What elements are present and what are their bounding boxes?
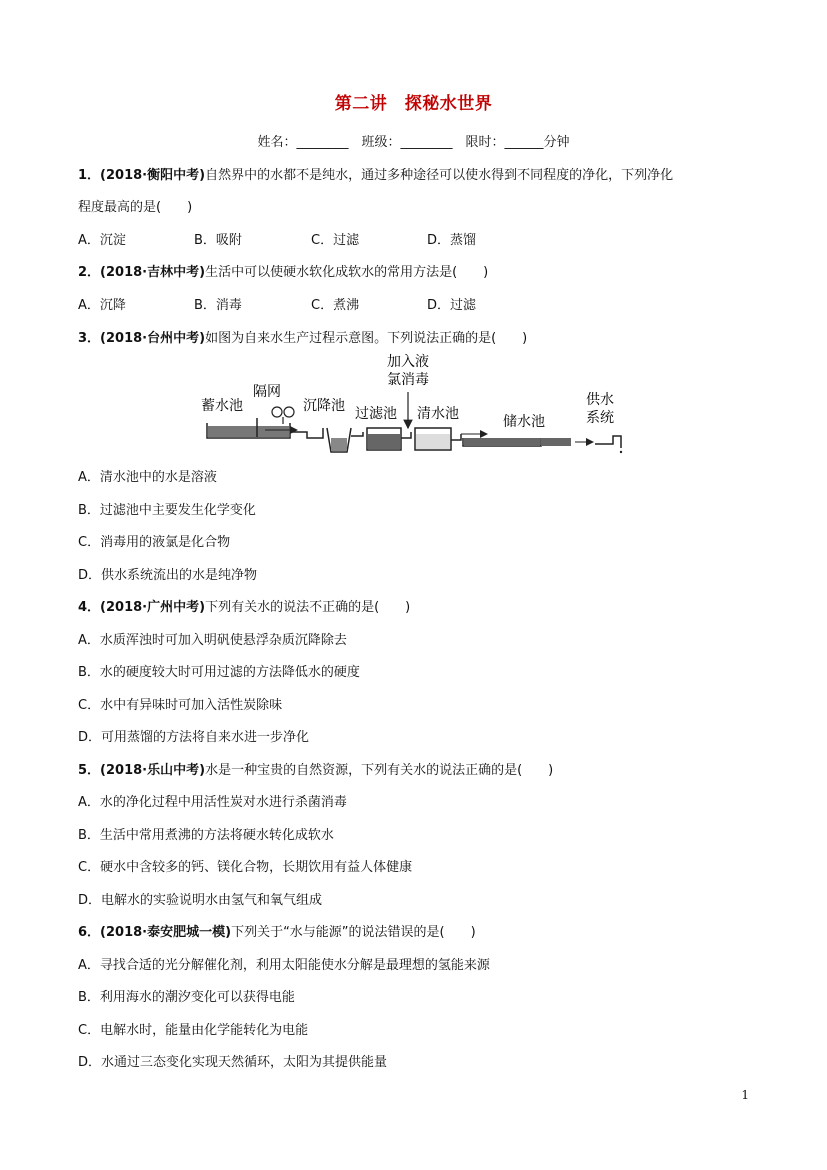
settling-tank	[327, 428, 351, 452]
q1-option-b: B．吸附	[194, 233, 242, 248]
question-3-number: 3．	[78, 331, 101, 346]
question-6-text: 下列关于“水与能源”的说法错误的是( )	[231, 925, 476, 940]
water-treatment-diagram	[195, 348, 645, 456]
label-clear-water: 清水池	[417, 406, 459, 422]
question-1-number: 1．	[78, 168, 101, 183]
question-6-source: (2018·泰安肥城一模)	[100, 925, 232, 940]
question-4-number: 4．	[78, 600, 101, 615]
label-storage: 储水池	[503, 414, 545, 430]
q1-option-a: A．沉淀	[78, 233, 126, 248]
q1-option-c: C．过滤	[311, 233, 360, 248]
label-supply-2: 系统	[586, 410, 614, 426]
question-6	[78, 921, 476, 940]
storage-tank	[463, 438, 541, 446]
label-screen: 隔网	[253, 384, 281, 400]
q3-option-a: A．清水池中的水是溶液	[78, 470, 217, 485]
question-4-text: 下列有关水的说法不正确的是( )	[205, 600, 411, 615]
question-4	[78, 596, 410, 615]
question-5	[78, 759, 553, 778]
question-4-source: (2018·广州中考)	[100, 600, 206, 615]
q3-option-b: B．过滤池中主要发生化学变化	[78, 503, 256, 518]
student-info-line: 姓名：________ 班级：________ 限时：______分钟	[257, 135, 570, 150]
faucet-icon	[595, 436, 622, 453]
question-3-text: 如图为自来水生产过程示意图。下列说法正确的是( )	[205, 331, 528, 346]
label-add-liquid: 加入液	[387, 354, 429, 370]
q4-option-c: C．水中有异味时可加入活性炭除味	[78, 698, 283, 713]
q4-option-a: A．水质浑浊时可加入明矾使悬浮杂质沉降除去	[78, 633, 347, 648]
label-chlorine: 氯消毒	[387, 372, 429, 388]
q6-option-c: C．电解水时，能量由化学能转化为电能	[78, 1023, 309, 1038]
question-1-text-cont: 程度最高的是( )	[78, 200, 193, 215]
pump-icon	[272, 407, 294, 424]
q1-option-d: D．蒸馏	[427, 233, 477, 248]
q6-option-d: D．水通过三态变化实现天然循环，太阳为其提供能量	[78, 1055, 388, 1070]
q5-option-c: C．硬水中含较多的钙、镁化合物，长期饮用有益人体健康	[78, 860, 413, 875]
question-6-number: 6．	[78, 925, 101, 940]
question-5-source: (2018·乐山中考)	[100, 763, 206, 778]
page-title: 第二讲 探秘水世界	[334, 94, 493, 114]
q3-option-d: D．供水系统流出的水是纯净物	[78, 568, 258, 583]
q5-option-b: B．生活中常用煮沸的方法将硬水转化成软水	[78, 828, 334, 843]
question-5-text: 水是一种宝贵的自然资源，下列有关水的说法正确的是( )	[205, 763, 554, 778]
question-1-source: (2018·衡阳中考)	[100, 168, 206, 183]
question-3	[78, 327, 527, 346]
label-filter: 过滤池	[355, 406, 397, 422]
question-2-number: 2．	[78, 265, 101, 280]
question-1-text: 自然界中的水都不是纯水，通过多种途径可以使水得到不同程度的净化，下列净化	[205, 168, 674, 183]
page-number: 1	[741, 1088, 749, 1102]
q6-option-a: A．寻找合适的光分解催化剂，利用太阳能使水分解是最理想的氢能来源	[78, 958, 490, 973]
label-supply-1: 供水	[586, 392, 614, 408]
q4-option-b: B．水的硬度较大时可用过滤的方法降低水的硬度	[78, 665, 360, 680]
q6-option-b: B．利用海水的潮汐变化可以获得电能	[78, 990, 295, 1005]
q2-option-b: B．消毒	[194, 298, 242, 313]
q5-option-a: A．水的净化过程中用活性炭对水进行杀菌消毒	[78, 795, 347, 810]
question-3-source: (2018·台州中考)	[100, 331, 206, 346]
q2-option-d: D．过滤	[427, 298, 477, 313]
question-2-source: (2018·吉林中考)	[100, 265, 206, 280]
q2-option-a: A．沉降	[78, 298, 126, 313]
question-1	[78, 164, 673, 183]
question-5-number: 5．	[78, 763, 101, 778]
question-2	[78, 261, 488, 280]
question-2-text: 生活中可以使硬水软化成软水的常用方法是( )	[205, 265, 489, 280]
clear-water-tank	[415, 428, 451, 450]
q5-option-d: D．电解水的实验说明水由氢气和氧气组成	[78, 893, 323, 908]
q4-option-d: D．可用蒸馏的方法将自来水进一步净化	[78, 730, 310, 745]
label-reservoir: 蓄水池	[201, 398, 243, 414]
q2-option-c: C．煮沸	[311, 298, 360, 313]
q3-option-c: C．消毒用的液氯是化合物	[78, 535, 231, 550]
label-settling: 沉降池	[303, 398, 345, 414]
filter-tank	[367, 428, 401, 450]
